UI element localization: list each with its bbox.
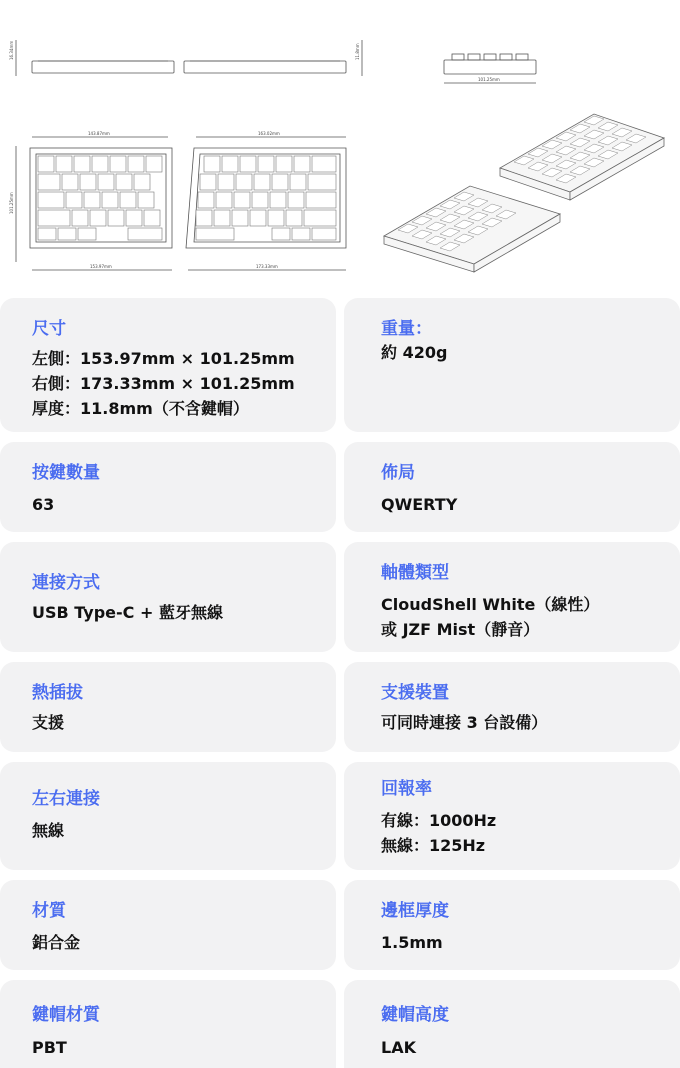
spec-value-devices: 可同時連接 3 台設備） <box>381 713 548 732</box>
dim-top-right: 163.02mm <box>258 131 280 136</box>
spec-value-material: 鋁合金 <box>32 933 81 952</box>
spec-card-devices <box>344 662 680 752</box>
spec-label-connection: 連接方式 <box>32 573 100 593</box>
spec-value-layout: QWERTY <box>381 495 458 514</box>
spec-card-polling <box>344 762 680 870</box>
spec-switch-option-2: 或 JZF Mist（靜音） <box>381 620 540 639</box>
spec-value-keycap-material: PBT <box>32 1038 67 1057</box>
spec-card-split-connection <box>0 762 336 870</box>
spec-card-bezel <box>344 880 680 970</box>
dim-thickness-left: 16.34mm <box>9 40 14 60</box>
spec-label-weight: 重量： <box>381 319 432 339</box>
spec-card-material <box>0 880 336 970</box>
spec-value-split-connection: 無線 <box>32 821 65 840</box>
spec-label-key-count: 按鍵數量 <box>32 463 100 483</box>
spec-switch-option-1: CloudShell White（線性） <box>381 595 600 614</box>
spec-label-split-connection: 左右連接 <box>32 789 100 809</box>
keyboard-technical-drawings <box>0 0 680 290</box>
spec-label-layout: 佈局 <box>381 463 415 483</box>
spec-value-keycap-height: LAK <box>381 1038 416 1057</box>
dim-bottom-right: 173.33mm <box>256 264 278 269</box>
spec-card-size <box>0 298 336 432</box>
spec-polling-wireless: 無線：125Hz <box>381 836 486 855</box>
spec-label-size: 尺寸 <box>32 319 66 339</box>
spec-card-layout <box>344 442 680 532</box>
spec-value-weight: 約 420g <box>381 343 448 362</box>
spec-label-material: 材質 <box>32 901 66 921</box>
spec-value-hotswap: 支援 <box>32 713 65 732</box>
dim-height: 101.25mm <box>9 192 14 214</box>
spec-label-switch: 軸體類型 <box>381 563 449 583</box>
spec-label-polling: 回報率 <box>381 779 432 799</box>
spec-size-left: 左側：153.97mm × 101.25mm <box>32 349 295 368</box>
spec-card-weight <box>344 298 680 432</box>
spec-card-hotswap <box>0 662 336 752</box>
dim-side-width: 101.25mm <box>478 77 500 82</box>
spec-label-devices: 支援裝置 <box>381 683 449 703</box>
spec-size-right: 右側：173.33mm × 101.25mm <box>32 374 295 393</box>
spec-card-keycap-height <box>344 980 680 1068</box>
spec-value-key-count: 63 <box>32 495 55 514</box>
dim-top-left: 143.87mm <box>88 131 110 136</box>
spec-polling-wired: 有線：1000Hz <box>381 811 497 830</box>
spec-card-keycap-material <box>0 980 336 1068</box>
spec-card-switch <box>344 542 680 652</box>
spec-value-bezel: 1.5mm <box>381 933 443 952</box>
dim-bottom-left: 153.97mm <box>90 264 112 269</box>
dimension-drawing <box>0 0 680 290</box>
spec-label-bezel: 邊框厚度 <box>381 901 449 921</box>
spec-label-keycap-height: 鍵帽高度 <box>381 1005 449 1025</box>
spec-value-connection: USB Type-C + 藍牙無線 <box>32 603 223 622</box>
spec-size-thickness: 厚度：11.8mm（不含鍵帽） <box>32 399 249 418</box>
spec-label-hotswap: 熱插拔 <box>32 683 83 703</box>
spec-label-keycap-material: 鍵帽材質 <box>32 1005 100 1025</box>
dim-thickness-right: 11.8mm <box>355 43 360 60</box>
spec-card-key-count <box>0 442 336 532</box>
spec-card-connection <box>0 542 336 652</box>
